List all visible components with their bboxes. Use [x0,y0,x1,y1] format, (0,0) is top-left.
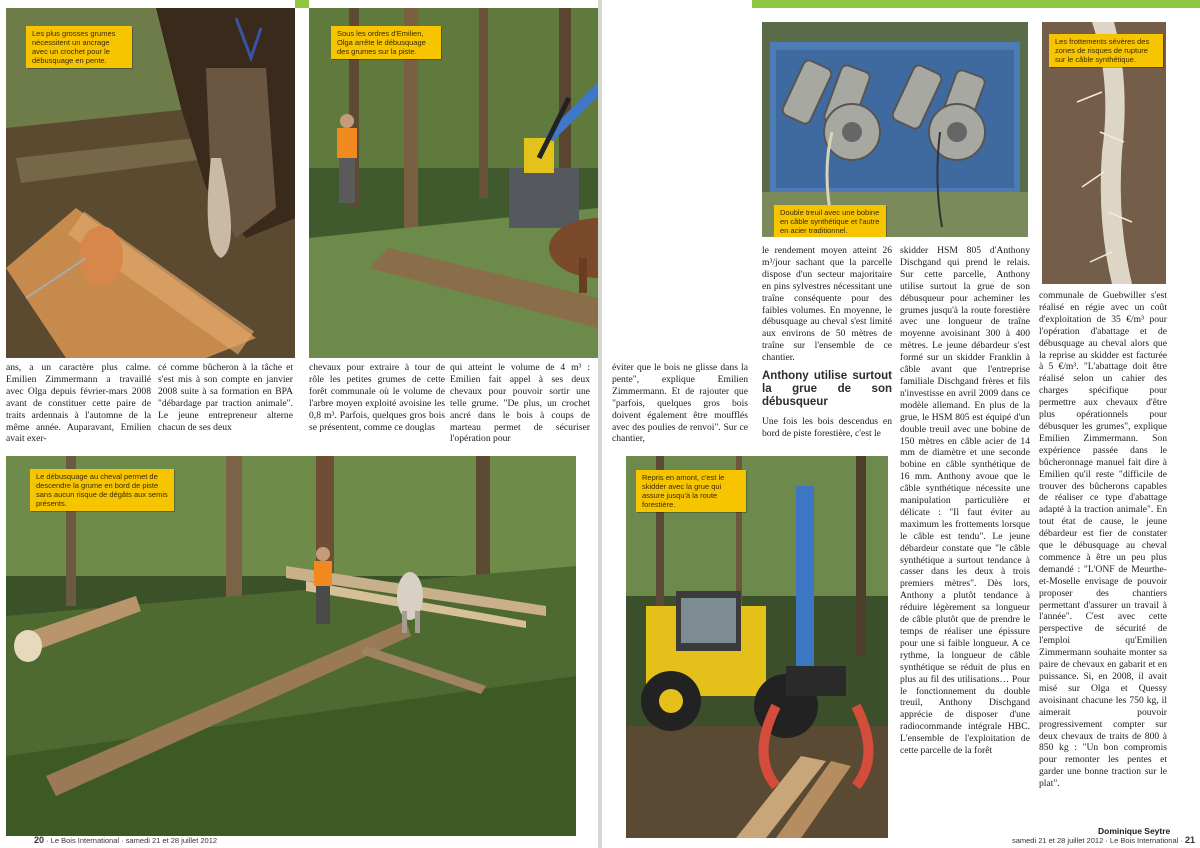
photo-frayed-cable [1042,22,1166,284]
caption-photo5: Le débusquage au cheval permet de descendre la grume en bord de piste sans aucun risque de dégâts aux semis présents. [30,469,174,511]
paragraph: skidder HSM 805 d'Anthony Dischgand qui prend le relais. Sur cette parcelle, Anthony utilise surtout la grue de son débusqueur pour acheminer les grumes jusqu'à la route forestière avec une longueur de traîne moyenne avoisinant 300 à 400 mètres. Le jeune débardeur s'est formé sur un skidder Franklin à câble avant que l'entreprise familiale Dischgand frères et fils n'investisse en avril 2009 dans ce modèle allemand. En plus de la grue, le HSM 805 est équipé d'un double treuil avec une bobine de 150 mètres en câble acier de 14 mm de diamètre et une seconde bobine en câble synthétique de 16 mm. Anthony avoue que le câble synthétique nécessite une manipulation particulière et délicate : "Il faut éviter au maximum les frottements lorsque le câble est tendu". Le jeune débardeur constate que "le câble synthétique a surtout tendance à casser dans les deux à trois premiers mètres". Dès lors, Anthony a plutôt tendance à réduire légèrement sa longueur de câble plutôt que de prendre le temps de réaliser une épissure pour une si faible longueur. A ce rythme, la longueur de câble synthétique se réduit de plus en plus au fil des utilisations… Pour le fonctionnement du double treuil, Anthony Dischgand apprécie de disposer d'une radiocommande intégrale HBC. L'ensemble de l'exploitation de cette parcelle de la forêt [900,245,1030,757]
page-number: 20 [34,835,45,845]
paragraph: ans, a un caractère plus calme. Emilien Zimmermann a travaillé avec Olga depuis février-mars 2008 avant de constituer cette paire de traits ardennais à l'automne de la même année. Auparavant, Emilien avait exer- [6,362,151,445]
caption-photo2: Sous les ordres d'Emilien, Olga arrête le débusquage des grumes sur la piste. [331,26,441,59]
text-column-2 [158,362,293,454]
footer-text: · Le Bois International · samedi 21 et 28 juillet 2012 [46,836,218,845]
caption-photo3: Double treuil avec une bobine en câble synthétique et l'autre en acier traditionnel. [774,205,886,237]
color-bar-top [752,0,1200,8]
paragraph: le rendement moyen atteint 26 m³/jour sachant que la parcelle dispose d'un secteur majoritaire en pins sylvestres nécessitant une traîne conséquente pour des faibles volumes. En moyenne, le débusquage au cheval s'est limité aux environs de 50 mètres de traîne sur l'ensemble de ce chantier. [762,245,892,364]
text-column-4 [450,362,590,454]
page-footer-right [1012,835,1195,845]
caption-photo4: Les frottements sévères des zones de risques de rupture sur le câble synthétique. [1049,34,1163,67]
paragraph: communale de Guebwiller s'est réalisé en régie avec un coût d'exploitation de 35 €/m³ pour l'opération d'abattage et de débusquage au cheval alors que la reprise au skidder est facturée à 5 €/m³. "L'abattage doit être réalisé selon un cahier des charges spécifique pour permettre aux chevaux d'être plus opérationnels pour débusquer les grumes", explique Emilien Zimmermann. Son expérience passée dans le bûcheronnage manuel fait dire à Emilien qu'il reste "difficile de trouver des bûcherons capables de réaliser ce type d'abattage adapté à la traction animale". En tout état de cause, le jeune débardeur est fier de constater que le débusquage au cheval commence à être un peu plus demandé : "L'ONF de Meurthe-et-Moselle envisage de pouvoir proposer des chantiers permettant d'assurer un travail à l'année". C'est avec cette perspective de sécurité de l'emploi qu'Emilien Zimmermann souhaite monter sa paire de chevaux en gabarit et en puissance. Si, en 2008, il avait misé sur Olga et Quessy avoisinant chacune les 750 kg, il aimerait pouvoir progressivement compter sur deux chevaux de traits de 800 à 850 kg : "Un bon compromis pour remonter les pentes et garder une bonne traction sur le plat". [1039,290,1167,790]
page-number: 21 [1184,835,1195,845]
photo-double-winch [762,22,1028,237]
photo-horse-skidder-image [309,8,598,358]
section-subheading: Anthony utilise surtout la grue de son débusqueur [762,370,892,409]
footer-text: samedi 21 et 28 juillet 2012 · Le Bois International · [1011,836,1183,845]
right-page [602,0,1200,848]
paragraph: Une fois les bois descendus en bord de piste forestière, c'est le [762,416,892,439]
paragraph: éviter que le bois ne glisse dans la pente", explique Emilien Zimmermann. Et de rajouter que "parfois, quelques gros bois doivent également être moufflés avec des poulies de renvoi". Sur ce chantier, [612,362,748,445]
photo-yellow-skidder [626,456,888,838]
paragraph: cé comme bûcheron à la tâche et s'est mis à son compte en janvier 2008 suite à sa formation en BPA "débardage par traction animale". Le jeune entrepreneur alterne chacun de ses deux [158,362,293,433]
page-footer-left [34,835,217,845]
text-column-3 [309,362,445,454]
photo-horse-skidder-track [309,8,598,358]
text-column-5a [612,362,748,454]
paragraph: qui atteint le volume de 4 m³ : Emilien fait appel à ses deux chevaux pour pouvoir sortir une telle grume. "De plus, un crochet ancré dans le bois à coups de marteau permet de sécuriser l'opération pour [450,362,590,445]
caption-photo1: Les plus grosses grumes nécessitent un ancrage avec un crochet pour le débusquage en pente. [26,26,132,68]
text-column-5b [762,245,892,455]
paragraph: chevaux pour extraire à tour de rôle les petites grumes de cette forêt communale où le volume de l'arbre moyen exploité avoisine les 0,8 m³. Parfois, quelques gros bois se présentent, comme ce douglas [309,362,445,433]
photo-forest-slope-image [6,456,576,836]
author-signature: Dominique Seytre [1098,826,1171,836]
photo-forest-slope [6,456,576,836]
text-column-1 [6,362,151,454]
color-tab [295,0,309,8]
left-page [0,0,598,848]
text-column-6 [900,245,1030,837]
photo-horse-log-anchor [6,8,295,358]
text-column-7 [1039,290,1167,810]
caption-photo6: Repris en amont, c'est le skidder avec la grue qui assure jusqu'à la route forestière. [636,470,746,512]
photo-yellow-skidder-image [626,456,888,838]
